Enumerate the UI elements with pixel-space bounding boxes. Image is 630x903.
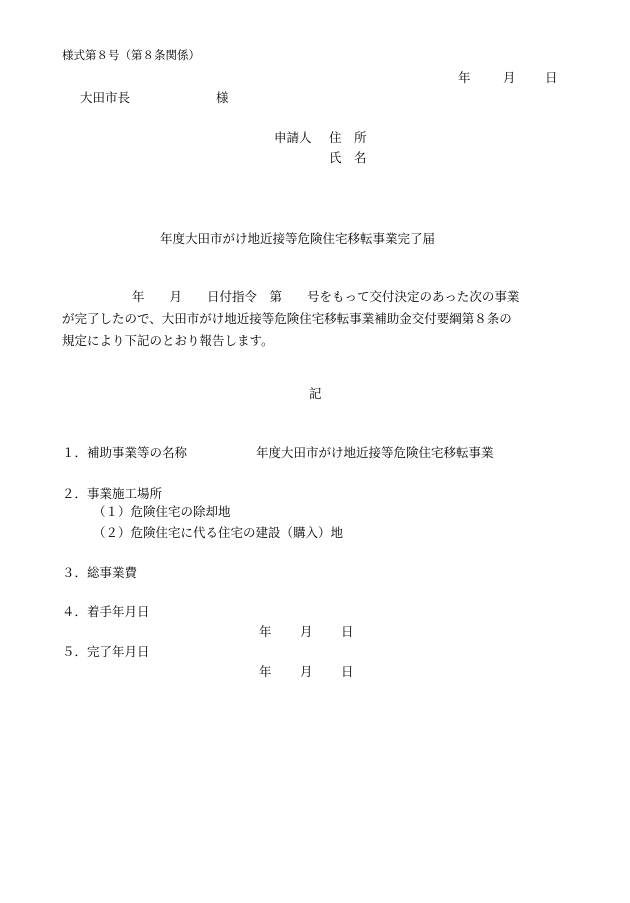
applicant-label: 申請人 [274, 130, 312, 145]
ki-heading: 記 [309, 386, 322, 401]
document-title: 年度大田市がけ地近接等危険住宅移転事業完了届 [160, 231, 436, 246]
body-line-3: 規定により下記のとおり報告します。 [62, 333, 274, 348]
date-day: 日 [545, 70, 558, 85]
item-5-day: 日 [341, 664, 354, 679]
body-line-1: 年 月 日付指令 第 号をもって交付決定のあった次の事業 [132, 289, 520, 304]
item-5-label: ５．完了年月日 [62, 644, 150, 659]
body-line-2: が完了したので、大田市がけ地近接等危険住宅移転事業補助金交付要綱第８条の [62, 311, 512, 326]
item-2-label: ２．事業施工場所 [62, 486, 163, 501]
item-4-year: 年 [259, 624, 272, 639]
addressee-honorific: 様 [216, 90, 229, 105]
item-2-sub-1: （１）危険住宅の除却地 [93, 504, 231, 519]
item-2-sub-2: （２）危険住宅に代る住宅の建設（購入）地 [93, 525, 344, 540]
item-4-label: ４．着手年月日 [62, 604, 150, 619]
name-label: 氏 名 [329, 150, 367, 165]
item-3-label: ３．総事業費 [62, 565, 138, 580]
addressee-name: 大田市長 [80, 90, 131, 105]
item-5-month: 月 [300, 664, 313, 679]
item-4-month: 月 [300, 624, 313, 639]
item-4-day: 日 [341, 624, 354, 639]
item-5-year: 年 [259, 664, 272, 679]
form-number: 様式第８号（第８条関係） [62, 48, 200, 62]
item-1-value: 年度大田市がけ地近接等危険住宅移転事業 [256, 445, 494, 460]
address-label: 住 所 [329, 130, 367, 145]
date-month: 月 [503, 70, 516, 85]
item-1-label: １．補助事業等の名称 [62, 445, 188, 460]
date-year: 年 [458, 70, 471, 85]
body-paragraph [62, 286, 582, 352]
